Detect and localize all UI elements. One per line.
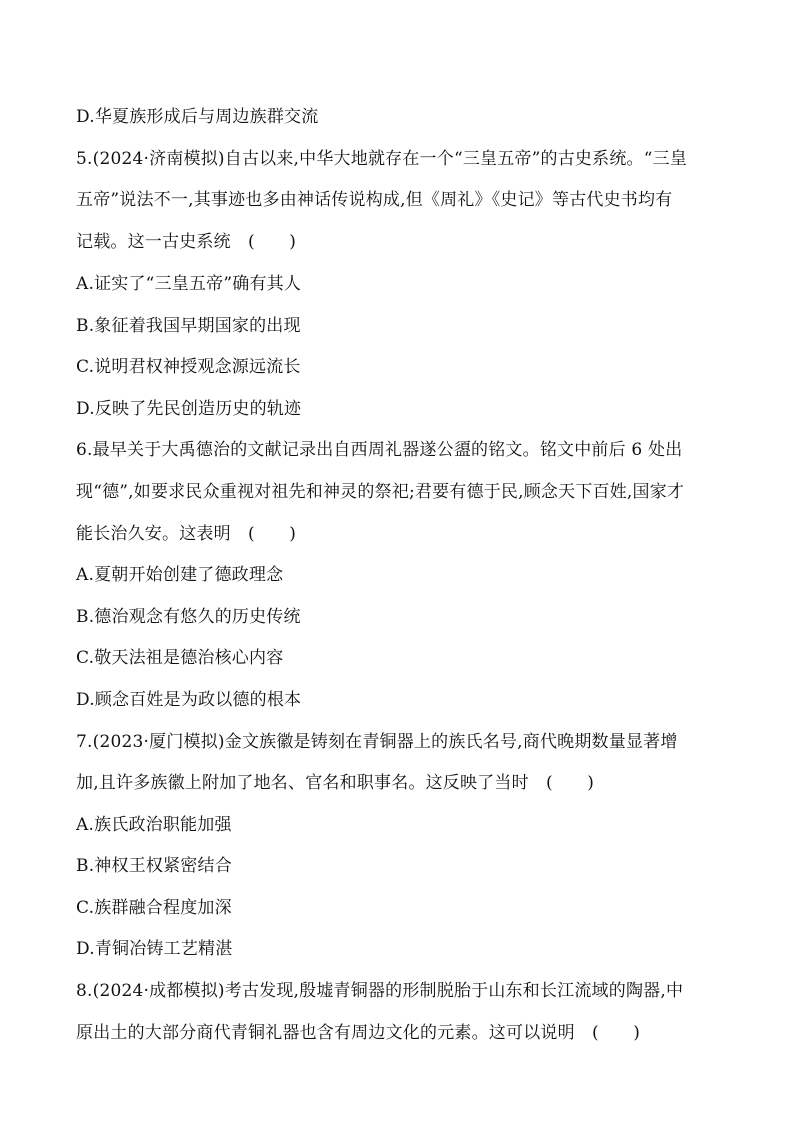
q6-option-d: D.顾念百姓是为政以德的根本 <box>76 690 302 710</box>
q8-stem-line-1: 8.(2024·成都模拟)考古发现,殷墟青铜器的形制脱胎于山东和长江流域的陶器,中 <box>76 981 684 1001</box>
q7-option-b: B.神权王权紧密结合 <box>76 856 232 876</box>
q6-stem-line-2: 现“德”,如要求民众重视对祖先和神灵的祭祀;君要有德于民,顾念天下百姓,国家才 <box>76 482 685 502</box>
q6-option-c: C.敬天法祖是德治核心内容 <box>76 648 284 668</box>
q5-option-d: D.反映了先民创造历史的轨迹 <box>76 399 302 419</box>
q5-stem-line-3: 记载。这一古史系统 ( ) <box>76 232 297 252</box>
q5-option-c: C.说明君权神授观念源远流长 <box>76 357 301 377</box>
q4-option-d: D.华夏族形成后与周边族群交流 <box>76 107 319 127</box>
q7-option-d: D.青铜冶铸工艺精湛 <box>76 939 233 959</box>
q7-stem-line-1: 7.(2023·厦门模拟)金文族徽是铸刻在青铜器上的族氏名号,商代晚期数量显著增 <box>76 732 678 752</box>
q5-option-b: B.象征着我国早期国家的出现 <box>76 316 301 336</box>
q6-option-a: A.夏朝开始创建了德政理念 <box>76 565 284 585</box>
q7-stem-line-2: 加,且许多族徽上附加了地名、官名和职事名。这反映了当时 ( ) <box>76 773 595 793</box>
q6-stem-line-1: 6.最早关于大禹德治的文献记录出自西周礼器遂公盨的铭文。铭文中前后 6 处出 <box>76 440 683 460</box>
q5-stem-line-2: 五帝”说法不一,其事迹也多由神话传说构成,但《周礼》《史记》等古代史书均有 <box>76 190 673 210</box>
q8-stem-line-2: 原出土的大部分商代青铜礼器也含有周边文化的元素。这可以说明 ( ) <box>76 1023 641 1043</box>
q6-stem-line-3: 能长治久安。这表明 ( ) <box>76 524 297 544</box>
q5-stem-line-1: 5.(2024·济南模拟)自古以来,中华大地就存在一个“三皇五帝”的古史系统。“三皇 <box>76 149 688 169</box>
q6-option-b: B.德治观念有悠久的历史传统 <box>76 607 301 627</box>
q5-option-a: A.证实了“三皇五帝”确有其人 <box>76 274 302 294</box>
q7-option-a: A.族氏政治职能加强 <box>76 815 232 835</box>
q7-option-c: C.族群融合程度加深 <box>76 898 232 918</box>
